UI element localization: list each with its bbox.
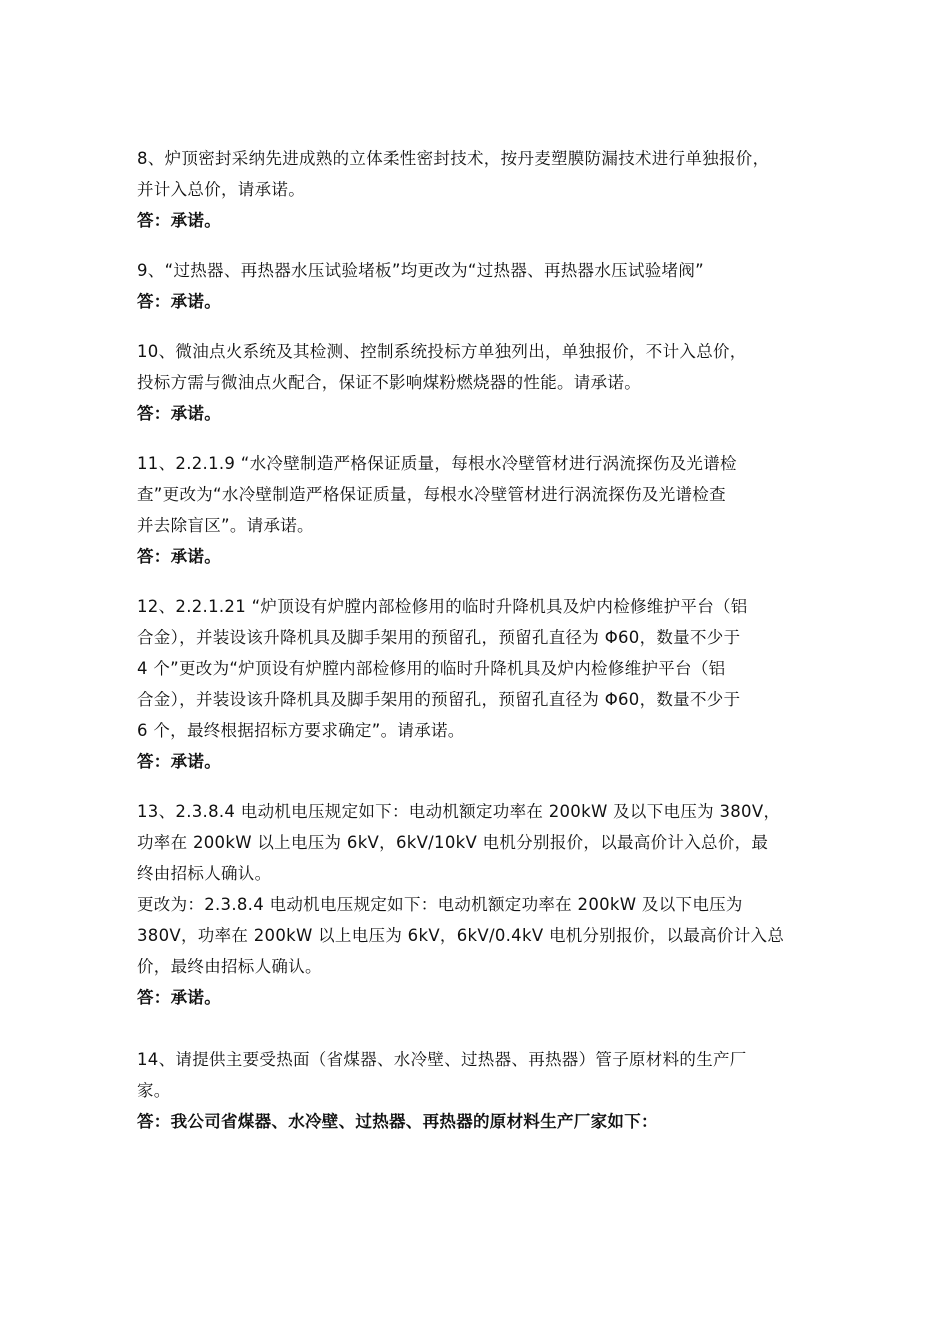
question-item-9 [137, 255, 849, 317]
question-line: 功率在 200kW 以上电压为 6kV，6kV/10kV 电机分别报价，以最高价计入总价，最 [137, 833, 769, 852]
answer-text: 答：承诺。 [137, 752, 221, 771]
question-line: 投标方需与微油点火配合，保证不影响煤粉燃烧器的性能。请承诺。 [137, 373, 641, 392]
question-item-8 [137, 143, 849, 236]
question-line: 12、2.2.1.21 “炉顶设有炉膛内部检修用的临时升降机具及炉内检修维护平台（铝 [137, 597, 748, 616]
question-line: 终由招标人确认。 [137, 864, 272, 883]
answer-text: 答：承诺。 [137, 211, 221, 230]
question-line: 8、炉顶密封采纳先进成熟的立体柔性密封技术，按丹麦塑膜防漏技术进行单独报价， [137, 149, 770, 168]
question-line: 6 个，最终根据招标方要求确定”。请承诺。 [137, 721, 465, 740]
question-line: 并去除盲区”。请承诺。 [137, 516, 314, 535]
answer-text: 答：我公司省煤器、水冷壁、过热器、再热器的原材料生产厂家如下： [137, 1112, 658, 1131]
question-line: 合金），并装设该升降机具及脚手架用的预留孔，预留孔直径为 Φ60，数量不少于 [137, 628, 741, 647]
question-line: 9、“过热器、再热器水压试验堵板”均更改为“过热器、再热器水压试验堵阀” [137, 261, 704, 280]
question-line: 价，最终由招标人确认。 [137, 957, 322, 976]
question-line: 380V，功率在 200kW 以上电压为 6kV，6kV/0.4kV 电机分别报价，以最高价计入总 [137, 926, 785, 945]
question-item-10 [137, 336, 849, 429]
question-item-12 [137, 591, 849, 777]
answer-text: 答：承诺。 [137, 292, 221, 311]
question-line: 13、2.3.8.4 电动机电压规定如下：电动机额定功率在 200kW 及以下电压为 380V， [137, 802, 781, 821]
question-item-11 [137, 448, 849, 572]
answer-text: 答：承诺。 [137, 988, 221, 1007]
question-line: 14、请提供主要受热面（省煤器、水冷壁、过热器、再热器）管子原材料的生产厂 [137, 1050, 747, 1069]
question-item-14 [137, 1044, 849, 1137]
question-line: 合金），并装设该升降机具及脚手架用的预留孔，预留孔直径为 Φ60，数量不少于 [137, 690, 741, 709]
answer-text: 答：承诺。 [137, 404, 221, 423]
question-line: 更改为：2.3.8.4 电动机电压规定如下：电动机额定功率在 200kW 及以下电压为 [137, 895, 743, 914]
question-line: 11、2.2.1.9 “水冷壁制造严格保证质量，每根水冷壁管材进行涡流探伤及光谱检 [137, 454, 737, 473]
question-line: 查”更改为“水冷壁制造严格保证质量，每根水冷壁管材进行涡流探伤及光谱检查 [137, 485, 726, 504]
question-line: 家。 [137, 1081, 171, 1100]
document-body [137, 143, 849, 1156]
question-item-13 [137, 796, 849, 1013]
answer-text: 答：承诺。 [137, 547, 221, 566]
question-line: 10、微油点火系统及其检测、控制系统投标方单独列出，单独报价，不计入总价， [137, 342, 747, 361]
question-line: 4 个”更改为“炉顶设有炉膛内部检修用的临时升降机具及炉内检修维护平台（铝 [137, 659, 726, 678]
question-line: 并计入总价，请承诺。 [137, 180, 305, 199]
